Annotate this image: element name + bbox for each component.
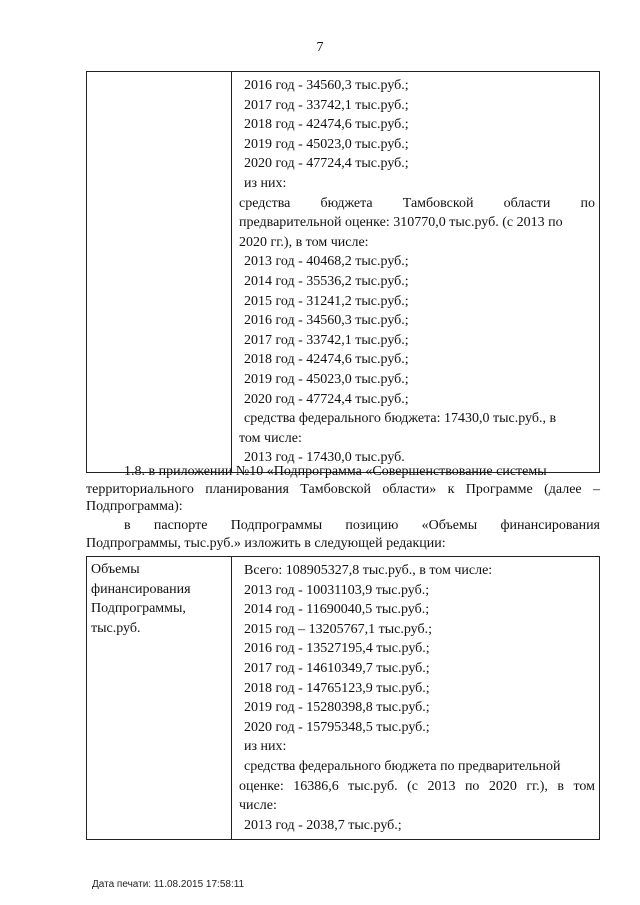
table2-line: 2013 год - 10031103,9 тыс.руб.; <box>244 582 430 598</box>
funding-label <box>87 557 231 641</box>
table1-line: 2020 год - 47724,4 тыс.руб.; <box>244 156 409 172</box>
table2-line: 2019 год - 15280398,8 тыс.руб.; <box>244 700 430 716</box>
table1-line: 2013 год - 40468,2 тыс.руб.; <box>244 254 409 270</box>
table2-line: Всего: 108905327,8 тыс.руб., в том числе: <box>244 563 493 578</box>
table2-left-cell <box>87 557 232 840</box>
table1-line: том числе: <box>239 430 302 446</box>
table1-line: 2016 год - 34560,3 тыс.руб.; <box>244 313 409 329</box>
paragraph-line: Подпрограммы, тыс.руб.» изложить в следующей редакции: <box>86 535 446 551</box>
table2-line: 2020 год - 15795348,5 тыс.руб.; <box>244 719 430 735</box>
paragraph-line: Подпрограмма): <box>86 499 183 514</box>
table1-line: из них: <box>244 175 287 191</box>
table2-line: 2014 год - 11690040,5 тыс.руб.; <box>244 602 430 618</box>
funding-label-line: Подпрограммы, <box>91 601 186 617</box>
table2-line: оценке: 16386,6 тыс.руб. (с 2013 по 2020 гг.), в том <box>239 778 595 794</box>
table1-line: 2020 гг.), в том числе: <box>239 234 369 250</box>
table1-line: 2013 год - 17430,0 тыс.руб. <box>244 450 405 466</box>
table1-line: 2014 год - 35536,2 тыс.руб.; <box>244 273 409 289</box>
table2-right-cell <box>232 557 600 840</box>
table2-line: 2017 год - 14610349,7 тыс.руб.; <box>244 660 430 676</box>
table1-line: 2018 год - 42474,6 тыс.руб.; <box>244 117 409 133</box>
table1-line: 2015 год - 31241,2 тыс.руб.; <box>244 293 409 309</box>
paragraph-line: территориального планирования Тамбовской области» к Программе (далее – <box>86 481 600 497</box>
funding-label-line: Объемы <box>91 562 140 577</box>
table1-right-cell <box>232 72 600 473</box>
table2-line: 2013 год - 2038,7 тыс.руб.; <box>244 817 402 833</box>
table1-line: 2019 год - 45023,0 тыс.руб.; <box>244 371 409 387</box>
table2-line: числе: <box>239 798 277 814</box>
page-number: 7 <box>316 40 324 55</box>
funding-label-line: финансирования <box>91 581 191 597</box>
table2-line: средства федерального бюджета по предварительной <box>244 758 561 774</box>
paragraph-line: в паспорте Подпрограммы позицию «Объемы финансирования <box>124 518 600 533</box>
funding-table-continued <box>86 71 600 473</box>
table1-line: 2020 год - 47724,4 тыс.руб.; <box>244 391 409 407</box>
table1-left-cell <box>87 72 232 473</box>
subprogram-funding-table <box>86 556 600 840</box>
table1-line: 2016 год - 34560,3 тыс.руб.; <box>244 78 409 93</box>
paragraph-line: 1.8. в приложении №10 «Подпрограмма «Совершенствование системы <box>124 464 547 479</box>
print-date-footer: Дата печати: 11.08.2015 17:58:11 <box>92 879 245 890</box>
table1-line: 2017 год - 33742,1 тыс.руб.; <box>244 97 409 113</box>
table1-line: 2018 год - 42474,6 тыс.руб.; <box>244 352 409 368</box>
paragraph-passport <box>86 517 600 552</box>
table2-line: из них: <box>244 739 287 755</box>
table2-line: 2015 год – 13205767,1 тыс.руб.; <box>244 621 432 637</box>
table2-line: 2016 год - 13527195,4 тыс.руб.; <box>244 641 430 657</box>
table1-line: 2017 год - 33742,1 тыс.руб.; <box>244 332 409 348</box>
table1-line: предварительной оценке: 310770,0 тыс.руб. (с 2013 по <box>239 215 563 231</box>
paragraph-1-8 <box>86 463 600 516</box>
funding-label-line: тыс.руб. <box>91 620 141 636</box>
table1-line: 2019 год - 45023,0 тыс.руб.; <box>244 136 409 152</box>
table2-line: 2018 год - 14765123,9 тыс.руб.; <box>244 680 430 696</box>
table1-line: средства бюджета Тамбовской области по <box>239 195 595 211</box>
table1-line: средства федерального бюджета: 17430,0 тыс.руб., в <box>244 411 557 427</box>
